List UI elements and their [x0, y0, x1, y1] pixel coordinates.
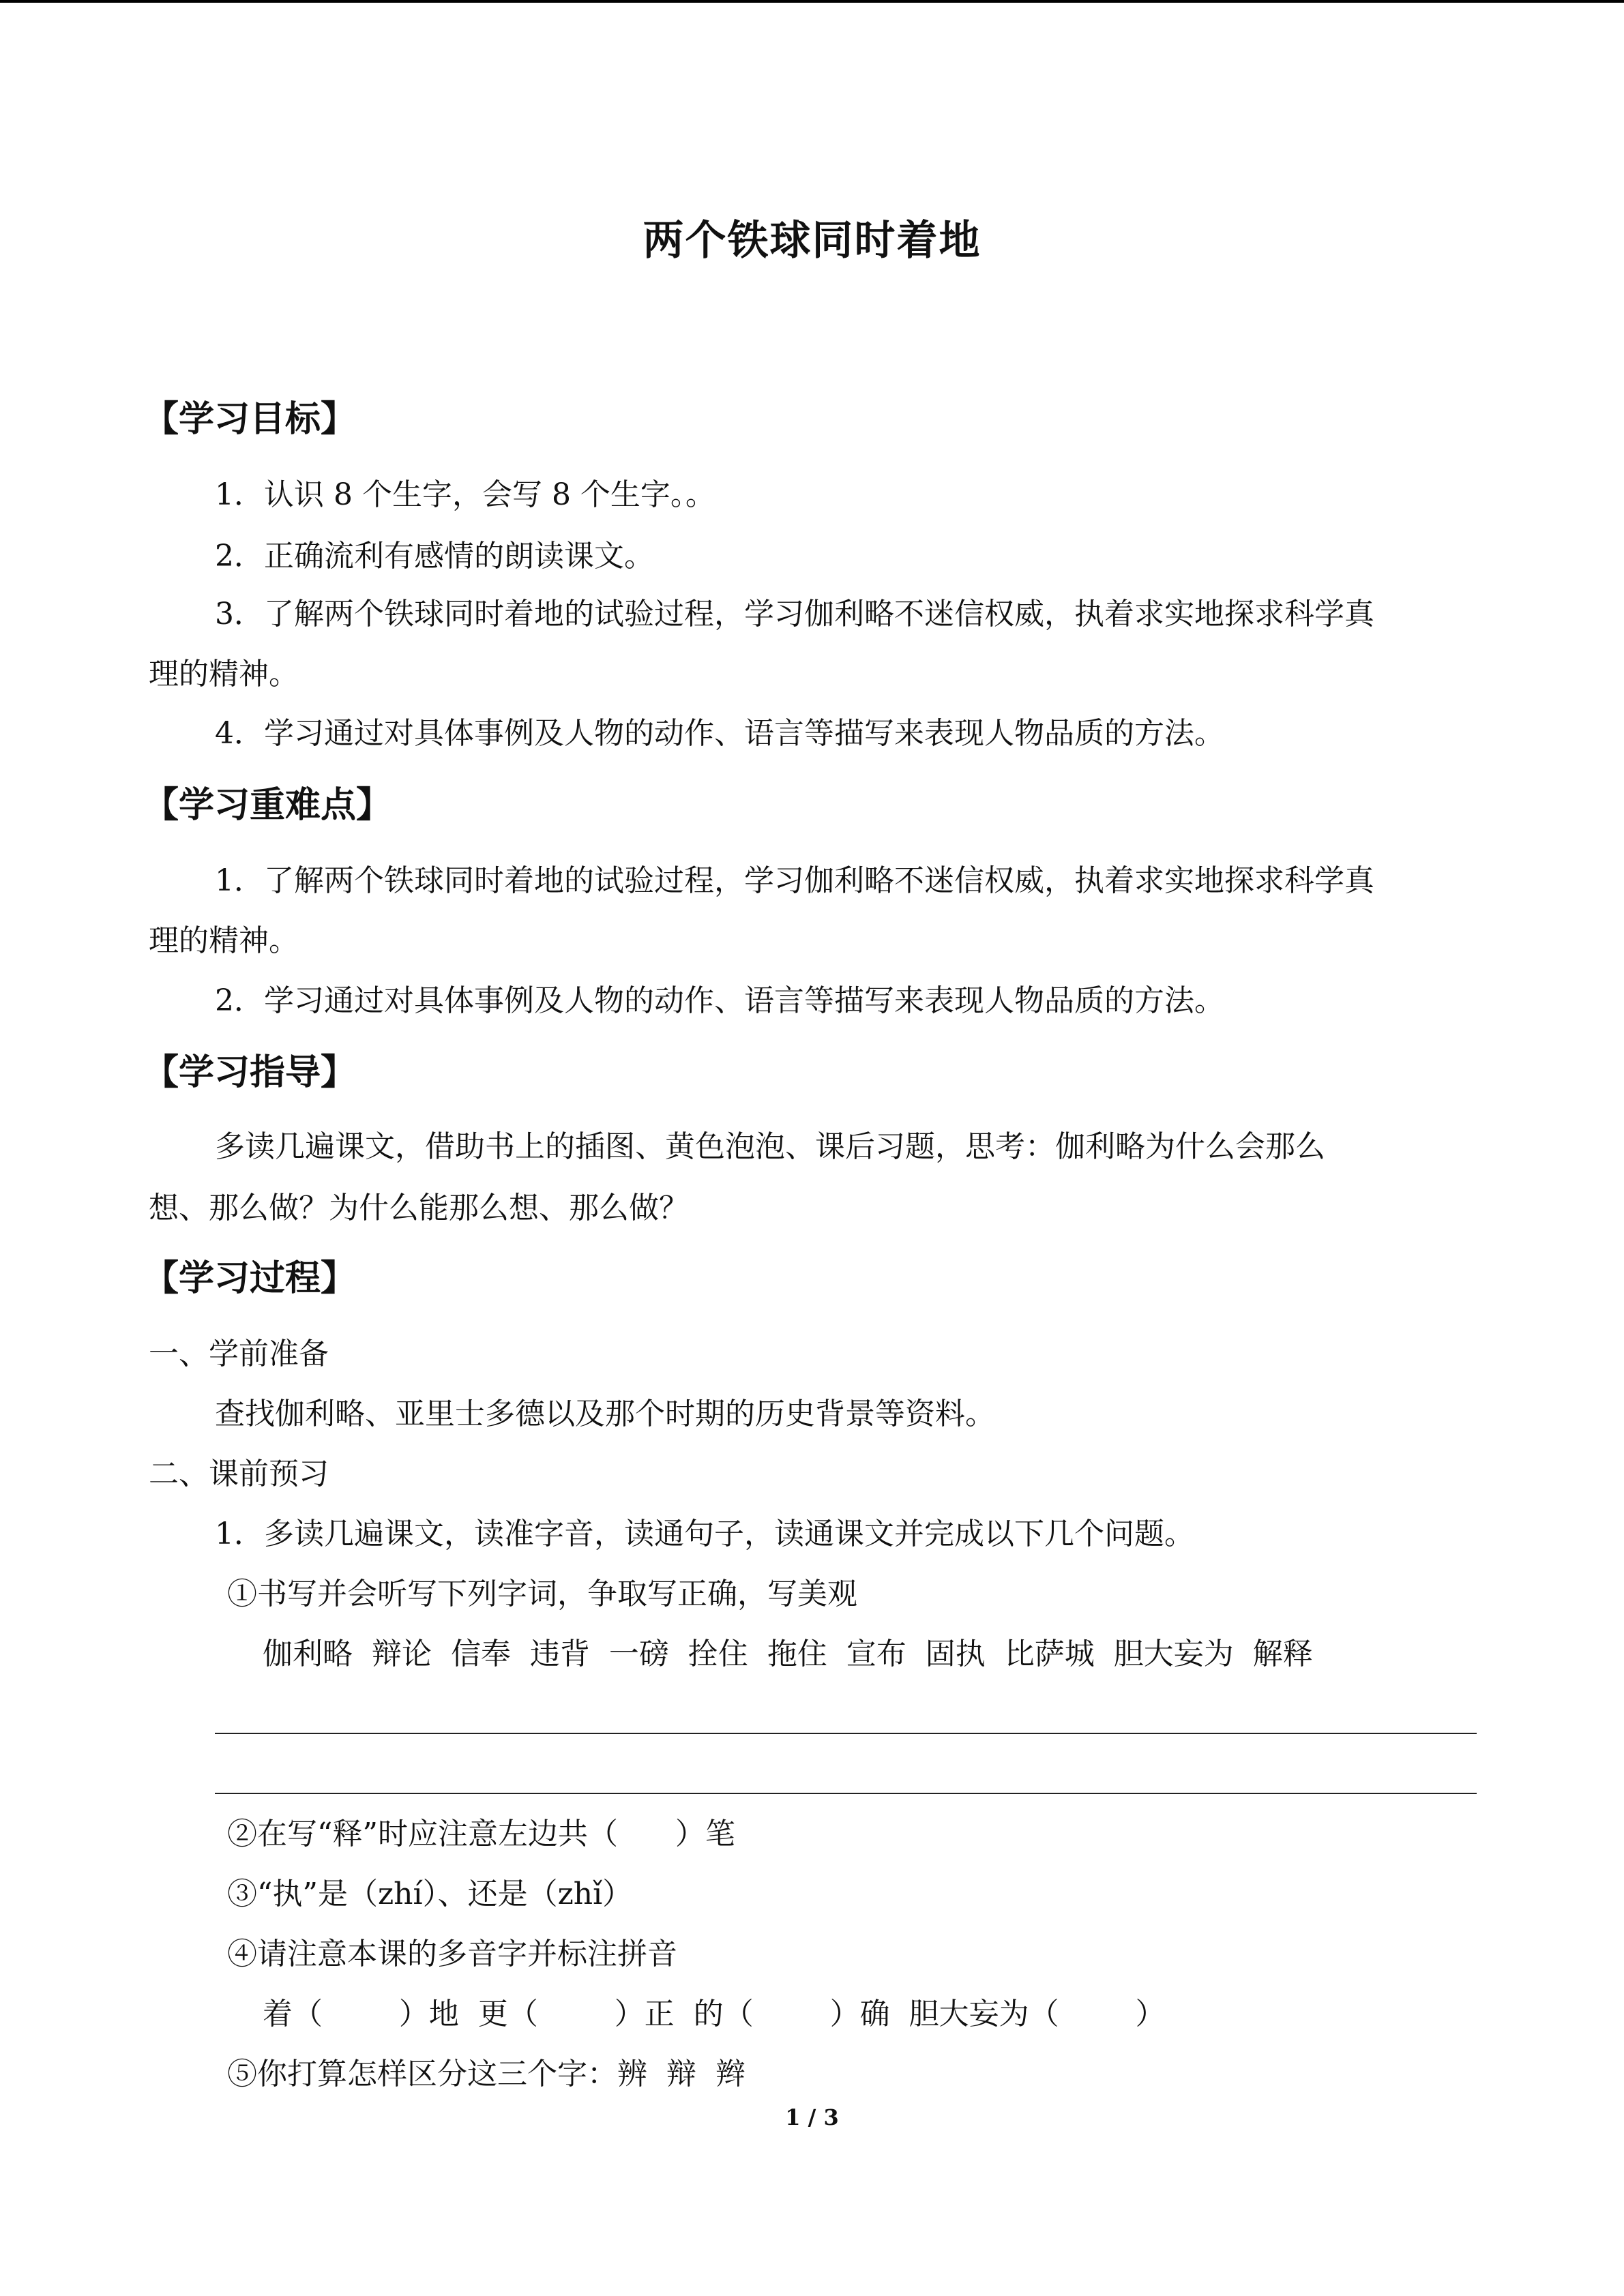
- question-4: ④请注意本课的多音字并标注拼音: [227, 1937, 677, 1971]
- question-4-line: 着（ ）地 更（ ）正 的（ ）确 胆大妄为（ ）: [263, 1997, 1166, 2031]
- process-part1-text: 查找伽利略、亚里士多德以及那个时期的历史背景等资料。: [215, 1397, 995, 1431]
- question-1-words: 伽利略 辩论 信奉 违背 一磅 拴住 拖住 宣布 固执 比萨城 胆大妄为 解释: [263, 1637, 1313, 1671]
- question-2: ②在写“释”时应注意左边共（ ）笔: [227, 1817, 735, 1851]
- guidance-line-1: 多读几遍课文，借助书上的插图、黄色泡泡、课后习题，思考：伽利略为什么会那么: [215, 1129, 1325, 1164]
- objective-item-4: 4．学习通过对具体事例及人物的动作、语言等描写来表现人物品质的方法。: [215, 716, 1224, 751]
- key-points-heading: 【学习重难点】: [143, 785, 392, 826]
- top-border: [0, 0, 1624, 3]
- objective-item-1: 1．认识 8 个生字，会写 8 个生字。。: [215, 477, 715, 512]
- key-point-item-1-cont: 理的精神。: [149, 923, 299, 958]
- process-part2-title: 二、课前预习: [149, 1457, 329, 1491]
- answer-line-1: [215, 1733, 1477, 1734]
- objective-item-3: 3．了解两个铁球同时着地的试验过程，学习伽利略不迷信权威，执着求实地探求科学真: [215, 597, 1374, 631]
- process-part1-title: 一、学前准备: [149, 1337, 329, 1371]
- document-title: 两个铁球同时着地: [643, 217, 981, 265]
- guidance-line-2: 想、那么做？为什么能那么想、那么做？: [149, 1191, 689, 1225]
- process-part2-item1: 1．多读几遍课文，读准字音，读通句子，读通课文并完成以下几个问题。: [215, 1517, 1194, 1551]
- process-heading: 【学习过程】: [143, 1258, 357, 1299]
- question-5: ⑤你打算怎样区分这三个字：辨 辩 辫: [227, 2057, 745, 2091]
- question-1: ①书写并会听写下列字词，争取写正确，写美观: [227, 1577, 857, 1611]
- objective-item-2: 2．正确流利有感情的朗读课文。: [215, 539, 654, 573]
- answer-line-2: [215, 1793, 1477, 1794]
- key-point-item-1: 1．了解两个铁球同时着地的试验过程，学习伽利略不迷信权威，执着求实地探求科学真: [215, 863, 1374, 898]
- guidance-heading: 【学习指导】: [143, 1052, 357, 1093]
- objectives-heading: 【学习目标】: [143, 399, 357, 440]
- key-point-item-2: 2．学习通过对具体事例及人物的动作、语言等描写来表现人物品质的方法。: [215, 983, 1224, 1018]
- objective-item-3-cont: 理的精神。: [149, 657, 299, 691]
- page-number: 1 / 3: [785, 2104, 839, 2130]
- question-3: ③“执”是（zhí）、还是（zhǐ）: [227, 1877, 633, 1911]
